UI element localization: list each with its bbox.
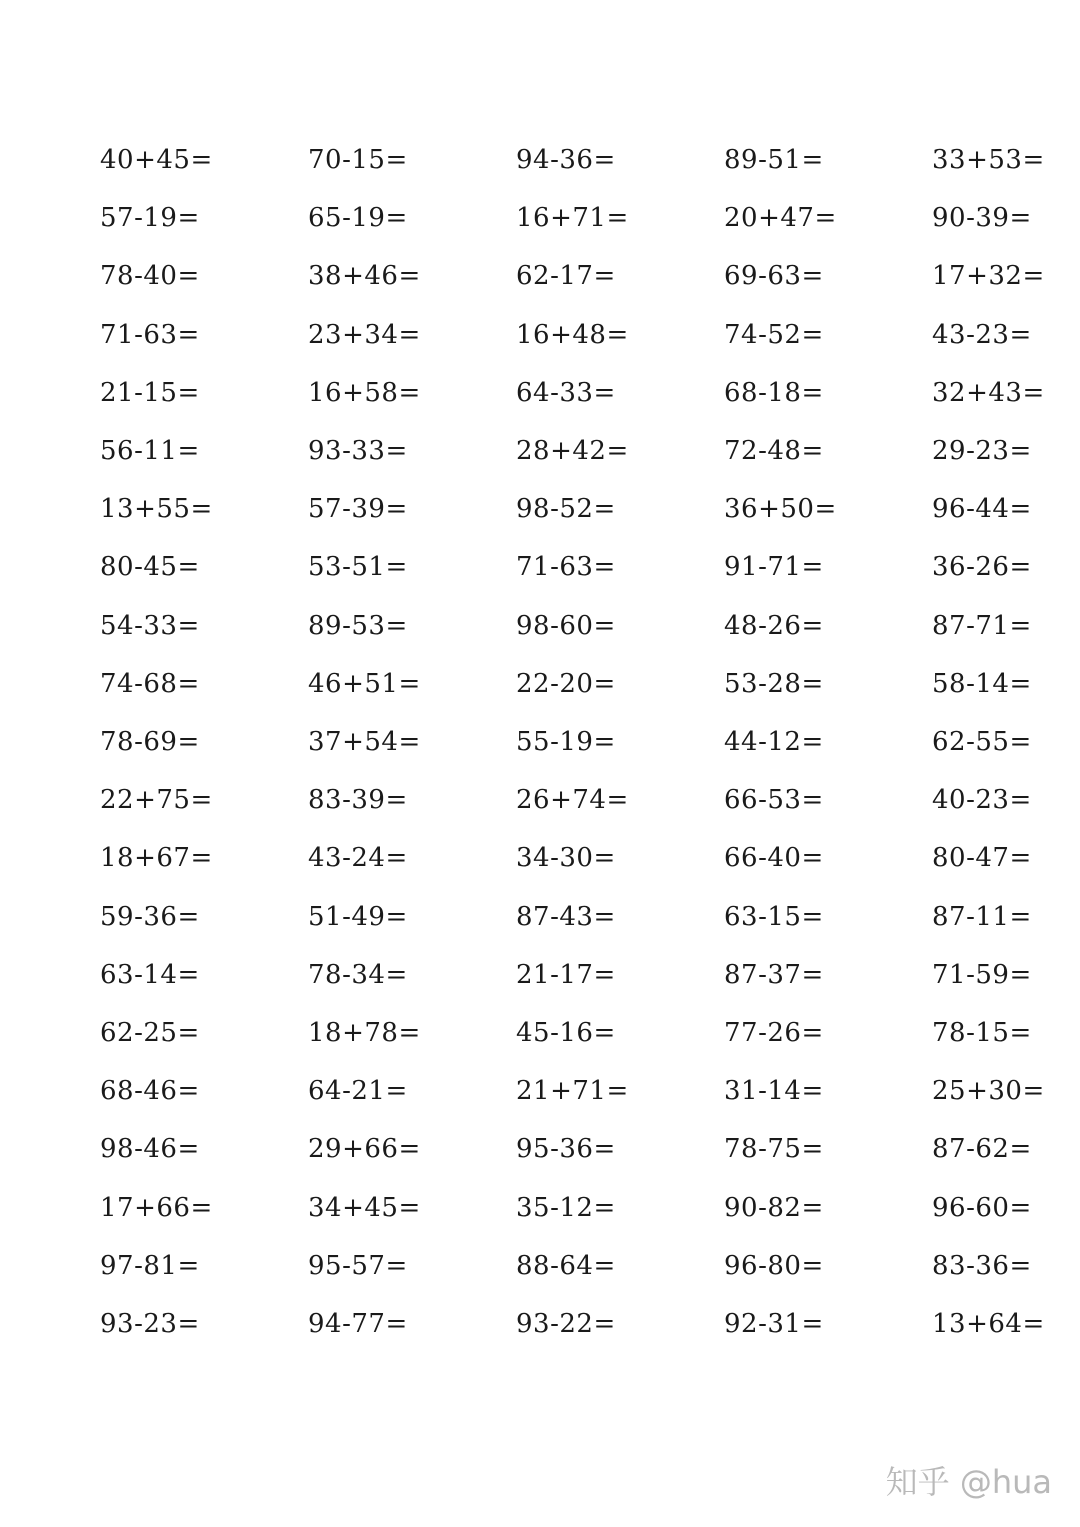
math-problem: 22-20= (516, 668, 616, 699)
math-problem: 87-62= (932, 1134, 1032, 1165)
math-problem: 93-23= (100, 1309, 200, 1339)
math-problem: 34-30= (516, 843, 616, 874)
math-problem: 44-12= (724, 727, 824, 757)
math-problem: 55-19= (516, 727, 616, 757)
math-problem: 13+64= (932, 1309, 1045, 1339)
math-problem: 98-52= (516, 494, 616, 525)
math-problem: 94-36= (516, 145, 616, 175)
math-problem: 89-53= (308, 610, 408, 641)
math-problem: 97-81= (100, 1250, 200, 1281)
math-problem: 21-17= (516, 959, 616, 990)
math-problem: 98-60= (516, 610, 616, 641)
math-problem: 88-64= (516, 1250, 616, 1281)
math-problem: 83-36= (932, 1250, 1032, 1281)
math-problem: 90-82= (724, 1192, 824, 1223)
math-problem: 68-18= (724, 377, 824, 408)
math-problem: 63-14= (100, 959, 200, 990)
math-problem: 38+46= (308, 261, 421, 292)
math-problem: 26+74= (516, 785, 629, 816)
math-problem: 87-71= (932, 610, 1032, 641)
math-problem: 87-43= (516, 901, 616, 932)
problem-row (0, 1188, 1080, 1228)
math-problem: 74-52= (724, 319, 824, 350)
math-problem: 36-26= (932, 552, 1032, 583)
math-problem: 70-15= (308, 145, 408, 175)
math-problem: 25+30= (932, 1076, 1045, 1107)
math-problem: 89-51= (724, 145, 824, 175)
math-problem: 40-23= (932, 785, 1032, 816)
math-problem: 96-80= (724, 1250, 824, 1281)
math-problem: 92-31= (724, 1309, 824, 1339)
math-problem: 29-23= (932, 436, 1032, 466)
math-problem: 78-15= (932, 1018, 1032, 1048)
math-problem: 93-33= (308, 436, 408, 466)
math-problem: 71-59= (932, 959, 1032, 990)
math-problem: 32+43= (932, 377, 1045, 408)
math-problem: 28+42= (516, 436, 629, 466)
math-problem: 43-24= (308, 843, 408, 874)
problem-row (0, 1129, 1080, 1169)
math-problem: 17+66= (100, 1192, 213, 1223)
math-problem: 18+78= (308, 1018, 421, 1048)
problem-row (0, 664, 1080, 704)
math-problem: 68-46= (100, 1076, 200, 1107)
math-problem: 77-26= (724, 1018, 824, 1048)
math-problem: 71-63= (516, 552, 616, 583)
problem-row (0, 722, 1080, 762)
math-problem: 91-71= (724, 552, 824, 583)
math-problem: 20+47= (724, 203, 837, 234)
math-problem: 80-47= (932, 843, 1032, 874)
problem-row (0, 373, 1080, 413)
math-problem: 66-53= (724, 785, 824, 816)
problem-row (0, 1013, 1080, 1053)
math-problem: 96-60= (932, 1192, 1032, 1223)
math-problem: 13+55= (100, 494, 213, 525)
math-problem: 71-63= (100, 319, 200, 350)
math-problem: 17+32= (932, 261, 1045, 292)
problem-row (0, 256, 1080, 296)
math-problem: 56-11= (100, 436, 200, 466)
math-problem: 80-45= (100, 552, 200, 583)
problem-row (0, 1246, 1080, 1286)
math-problem: 16+58= (308, 377, 421, 408)
math-problem: 36+50= (724, 494, 837, 525)
math-problem: 63-15= (724, 901, 824, 932)
math-problem: 90-39= (932, 203, 1032, 234)
problem-row (0, 547, 1080, 587)
problem-row (0, 897, 1080, 937)
math-problem: 21+71= (516, 1076, 629, 1107)
problem-row (0, 780, 1080, 820)
problem-row (0, 140, 1080, 180)
math-problem: 22+75= (100, 785, 213, 816)
problem-row (0, 1071, 1080, 1111)
math-problem: 53-51= (308, 552, 408, 583)
problem-row (0, 315, 1080, 355)
watermark: 知乎 @hua (885, 1463, 1052, 1501)
math-problem: 31-14= (724, 1076, 824, 1107)
math-problem: 98-46= (100, 1134, 200, 1165)
math-problem: 69-63= (724, 261, 824, 292)
math-problem: 65-19= (308, 203, 408, 234)
problem-row (0, 489, 1080, 529)
math-problem: 93-22= (516, 1309, 616, 1339)
math-problem: 43-23= (932, 319, 1032, 350)
math-problem: 37+54= (308, 727, 421, 757)
math-problem: 53-28= (724, 668, 824, 699)
math-problem: 57-19= (100, 203, 200, 234)
math-problem: 96-44= (932, 494, 1032, 525)
problem-row (0, 198, 1080, 238)
math-problem: 34+45= (308, 1192, 421, 1223)
math-problem: 64-21= (308, 1076, 408, 1107)
math-problem: 45-16= (516, 1018, 616, 1048)
problem-row (0, 838, 1080, 878)
math-problem: 16+71= (516, 203, 629, 234)
math-problem: 62-17= (516, 261, 616, 292)
problem-row (0, 606, 1080, 646)
math-problem: 35-12= (516, 1192, 616, 1223)
problem-row (0, 1304, 1080, 1344)
math-problem: 54-33= (100, 610, 200, 641)
math-problem: 57-39= (308, 494, 408, 525)
math-problem: 87-11= (932, 901, 1032, 932)
math-problem: 78-69= (100, 727, 200, 757)
math-problem: 40+45= (100, 145, 213, 175)
math-problem: 64-33= (516, 377, 616, 408)
math-problem: 62-25= (100, 1018, 200, 1048)
math-problem: 78-40= (100, 261, 200, 292)
problem-row (0, 431, 1080, 471)
math-problem: 18+67= (100, 843, 213, 874)
math-problem: 16+48= (516, 319, 629, 350)
math-problem: 94-77= (308, 1309, 408, 1339)
math-problem: 51-49= (308, 901, 408, 932)
math-problem: 23+34= (308, 319, 421, 350)
math-problem: 48-26= (724, 610, 824, 641)
math-problem: 78-75= (724, 1134, 824, 1165)
math-problem: 66-40= (724, 843, 824, 874)
math-problem: 29+66= (308, 1134, 421, 1165)
math-problem: 95-36= (516, 1134, 616, 1165)
math-problem: 46+51= (308, 668, 421, 699)
problem-row (0, 955, 1080, 995)
math-problem: 33+53= (932, 145, 1045, 175)
math-problem: 74-68= (100, 668, 200, 699)
math-problem: 62-55= (932, 727, 1032, 757)
math-problem: 83-39= (308, 785, 408, 816)
math-problem: 95-57= (308, 1250, 408, 1281)
math-problem: 58-14= (932, 668, 1032, 699)
math-problem: 87-37= (724, 959, 824, 990)
math-problem: 59-36= (100, 901, 200, 932)
math-problem: 21-15= (100, 377, 200, 408)
math-problem: 78-34= (308, 959, 408, 990)
math-problem: 72-48= (724, 436, 824, 466)
